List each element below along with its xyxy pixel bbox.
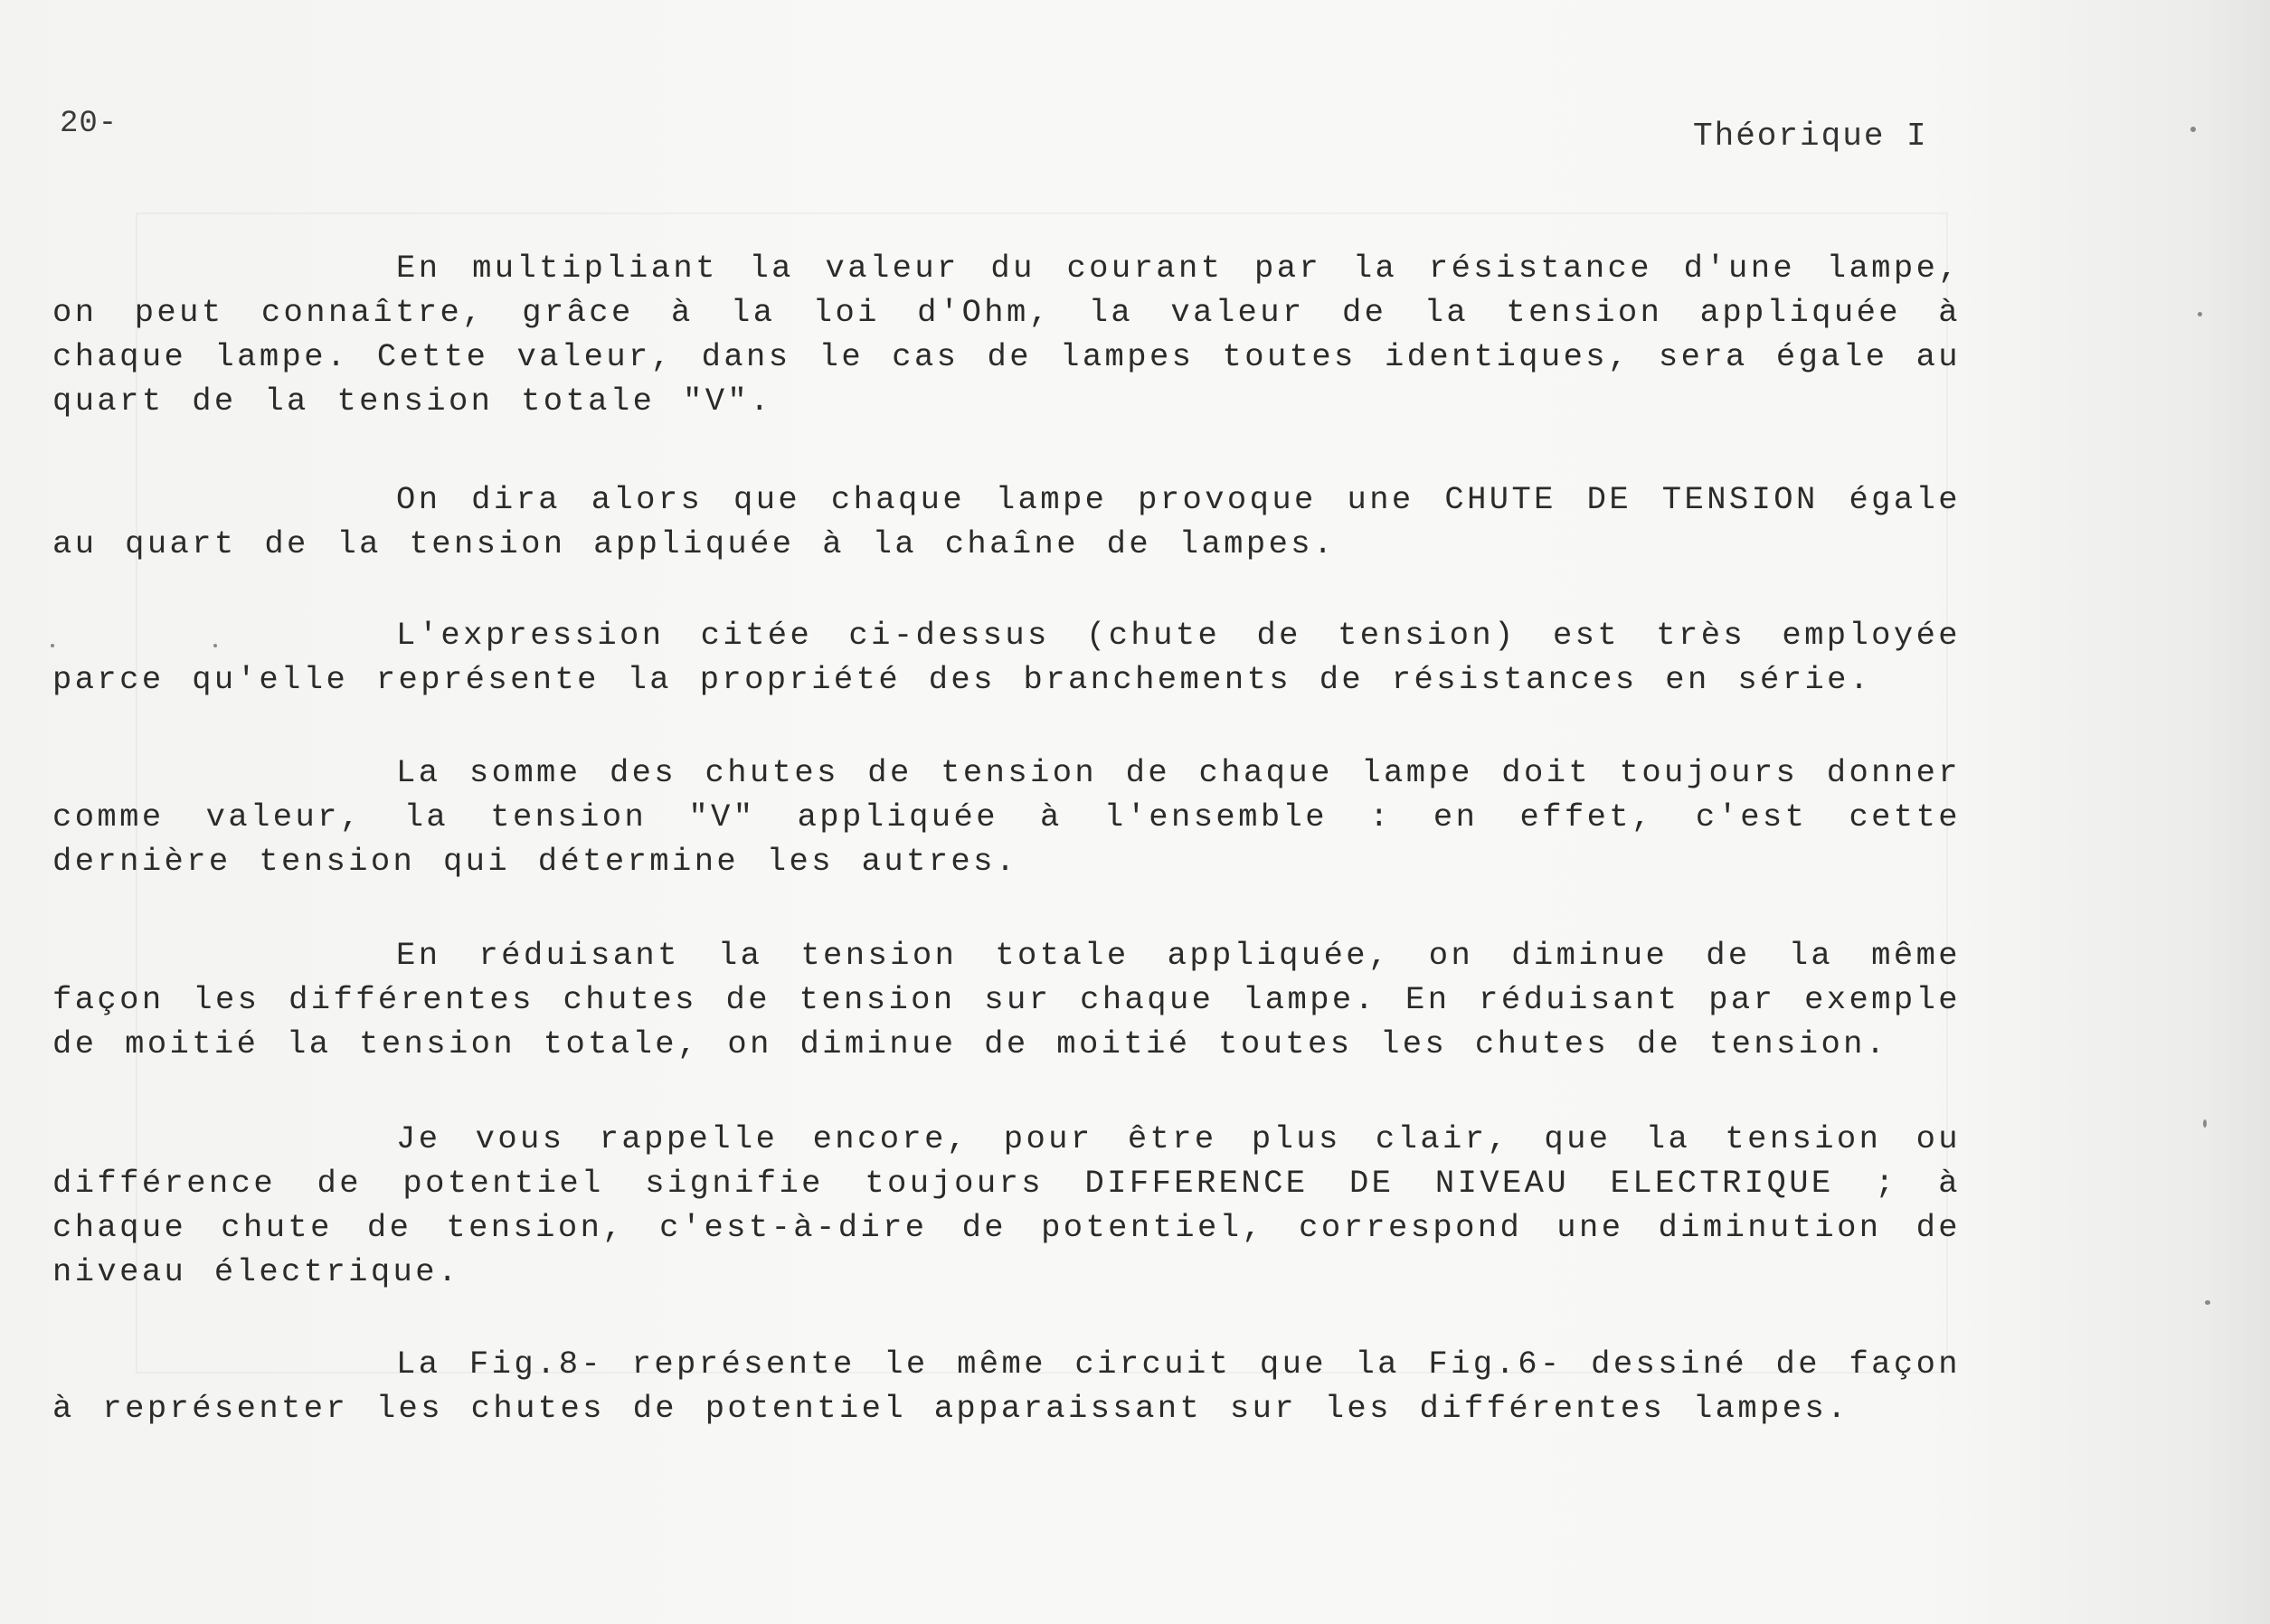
paragraph-5: En réduisant la tension totale appliquée, on diminue de la même façon les différentes chutes de tension sur chaque lampe. En réduisant par exemple de moitié la tension totale, on diminue de moitié toutes les chutes de tension.	[52, 937, 1961, 1062]
paragraph-6: Je vous rappelle encore, pour être plus clair, que la tension ou différence de potentiel signifie toujours DIFFERENCE DE NIVEAU ELECTRIQUE ; à chaque chute de tension, c'est-à-dire de potentiel, correspond une diminution de niveau électrique.	[52, 1120, 1961, 1290]
scan-speck	[2205, 1300, 2210, 1305]
scan-speck	[2198, 312, 2202, 316]
paragraph-1: En multipliant la valeur du courant par la résistance d'une lampe, on peut connaître, grâce à la loi d'Ohm, la valeur de la tension appliquée à chaque lampe. Cette valeur, dans le cas de lampes toutes identiques, sera égale au quart de la tension totale "V".	[52, 250, 1961, 420]
scan-speck	[2190, 127, 2196, 132]
scan-speck	[2203, 1119, 2207, 1128]
paragraph-7: La Fig.8- représente le même circuit que la Fig.6- dessiné de façon à représenter les chutes de potentiel apparaissant sur les différentes lampes.	[52, 1345, 1961, 1427]
page-number: 20-	[60, 107, 118, 141]
paragraph-3: L'expression citée ci-dessus (chute de tension) est très employée parce qu'elle représente la propriété des branchements de résistances en série.	[52, 617, 1961, 698]
paragraph-4: La somme des chutes de tension de chaque lampe doit toujours donner comme valeur, la tension "V" appliquée à l'ensemble : en effet, c'est cette dernière tension qui détermine les autres.	[52, 754, 1961, 880]
scan-speck	[51, 644, 54, 647]
paragraph-2: On dira alors que chaque lampe provoque une CHUTE DE TENSION égale au quart de la tension appliquée à la chaîne de lampes.	[52, 481, 1961, 562]
scan-speck	[213, 644, 217, 647]
section-title: Théorique I	[1693, 118, 1928, 155]
